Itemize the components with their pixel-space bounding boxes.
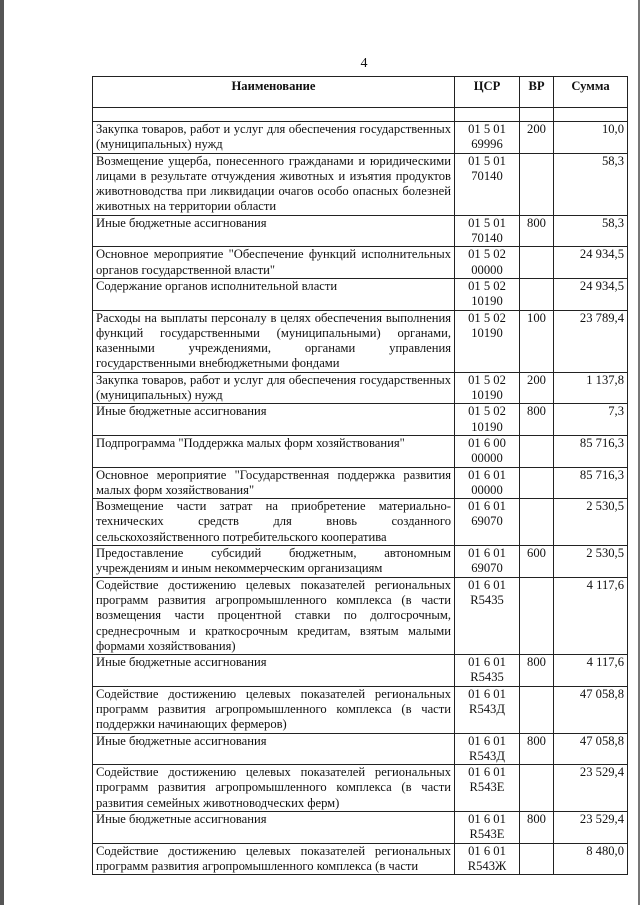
scan-left-edge xyxy=(0,0,4,905)
row-csr: 01 6 01 R543Е xyxy=(455,765,520,812)
table-row xyxy=(93,733,628,765)
row-name: Содействие достижению целевых показателей региональных программ развития агропромышленного комплекса (в части развития семейных животноводческих ферм) xyxy=(93,765,455,812)
table-row xyxy=(93,435,628,467)
row-sum: 2 530,5 xyxy=(554,499,628,546)
row-sum: 2 530,5 xyxy=(554,546,628,578)
row-sum: 8 480,0 xyxy=(554,843,628,875)
row-sum: 85 716,3 xyxy=(554,435,628,467)
row-csr: 01 6 01 69070 xyxy=(455,546,520,578)
row-csr: 01 5 02 10190 xyxy=(455,278,520,310)
header-name: Наименование xyxy=(93,77,455,108)
row-vr: 200 xyxy=(520,372,554,404)
table-spacer-row xyxy=(93,108,628,122)
row-name: Возмещение ущерба, понесенного гражданами и юридическими лицами в результате отчуждения животных и изъятия продуктов животноводства при ликвидации очагов особо опасных болезней животных на территории области xyxy=(93,153,455,215)
header-csr: ЦСР xyxy=(455,77,520,108)
row-vr: 800 xyxy=(520,733,554,765)
row-sum: 58,3 xyxy=(554,153,628,215)
row-csr: 01 5 01 70140 xyxy=(455,153,520,215)
table-row xyxy=(93,278,628,310)
row-csr: 01 5 02 00000 xyxy=(455,247,520,279)
table-row xyxy=(93,577,628,654)
row-sum: 4 117,6 xyxy=(554,577,628,654)
budget-table xyxy=(92,76,628,875)
row-name: Содействие достижению целевых показателей региональных программ развития агропромышленного комплекса (в части xyxy=(93,843,455,875)
row-csr: 01 6 01 R543Д xyxy=(455,733,520,765)
row-csr: 01 6 01 69070 xyxy=(455,499,520,546)
row-sum: 7,3 xyxy=(554,404,628,436)
table-row xyxy=(93,655,628,687)
table-row xyxy=(93,843,628,875)
row-sum: 47 058,8 xyxy=(554,686,628,733)
row-vr xyxy=(520,686,554,733)
row-name: Иные бюджетные ассигнования xyxy=(93,812,455,844)
row-csr: 01 6 01 R5435 xyxy=(455,577,520,654)
table-row xyxy=(93,247,628,279)
table-row xyxy=(93,686,628,733)
row-csr: 01 5 01 70140 xyxy=(455,215,520,247)
row-csr: 01 6 01 00000 xyxy=(455,467,520,499)
row-name: Иные бюджетные ассигнования xyxy=(93,655,455,687)
table-row xyxy=(93,310,628,372)
row-name: Закупка товаров, работ и услуг для обеспечения государственных (муниципальных) нужд xyxy=(93,122,455,154)
row-name: Иные бюджетные ассигнования xyxy=(93,733,455,765)
row-csr: 01 5 02 10190 xyxy=(455,310,520,372)
row-csr: 01 6 01 R543Ж xyxy=(455,843,520,875)
row-csr: 01 5 02 10190 xyxy=(455,372,520,404)
row-sum: 23 789,4 xyxy=(554,310,628,372)
row-sum: 23 529,4 xyxy=(554,812,628,844)
row-vr: 800 xyxy=(520,215,554,247)
row-sum: 85 716,3 xyxy=(554,467,628,499)
row-vr xyxy=(520,499,554,546)
row-vr xyxy=(520,278,554,310)
table-row xyxy=(93,153,628,215)
header-vr: ВР xyxy=(520,77,554,108)
table-row xyxy=(93,765,628,812)
page-number: 4 xyxy=(360,56,368,71)
row-vr: 600 xyxy=(520,546,554,578)
table-header-row xyxy=(93,77,628,108)
row-csr: 01 6 01 R5435 xyxy=(455,655,520,687)
table-row xyxy=(93,467,628,499)
row-vr xyxy=(520,765,554,812)
row-name: Предоставление субсидий бюджетным, автономным учреждениям и иным некоммерческим организациям xyxy=(93,546,455,578)
row-vr xyxy=(520,247,554,279)
header-sum: Сумма xyxy=(554,77,628,108)
row-vr xyxy=(520,843,554,875)
row-vr: 800 xyxy=(520,812,554,844)
row-name: Закупка товаров, работ и услуг для обеспечения государственных (муниципальных) нужд xyxy=(93,372,455,404)
row-csr: 01 6 00 00000 xyxy=(455,435,520,467)
row-sum: 10,0 xyxy=(554,122,628,154)
row-sum: 4 117,6 xyxy=(554,655,628,687)
row-csr: 01 6 01 R543Д xyxy=(455,686,520,733)
row-vr: 200 xyxy=(520,122,554,154)
table-row xyxy=(93,372,628,404)
row-sum: 47 058,8 xyxy=(554,733,628,765)
table-row xyxy=(93,546,628,578)
row-name: Возмещение части затрат на приобретение материально-технических средств для вновь созданного сельскохозяйственного потребительского кооператива xyxy=(93,499,455,546)
row-csr: 01 6 01 R543Е xyxy=(455,812,520,844)
table-row xyxy=(93,499,628,546)
row-vr xyxy=(520,577,554,654)
table-row xyxy=(93,404,628,436)
row-name: Расходы на выплаты персоналу в целях обеспечения выполнения функций государственными (муниципальными) органами, казенными учреждениями, органами управления государственными внебюджетными фондами xyxy=(93,310,455,372)
row-name: Содержание органов исполнительной власти xyxy=(93,278,455,310)
row-name: Основное мероприятие "Государственная поддержка развития малых форм хозяйствования" xyxy=(93,467,455,499)
row-sum: 23 529,4 xyxy=(554,765,628,812)
row-vr: 800 xyxy=(520,655,554,687)
row-vr xyxy=(520,435,554,467)
row-vr xyxy=(520,467,554,499)
row-vr: 800 xyxy=(520,404,554,436)
row-sum: 24 934,5 xyxy=(554,278,628,310)
row-name: Основное мероприятие "Обеспечение функций исполнительных органов государственной власти" xyxy=(93,247,455,279)
row-name: Подпрограмма "Поддержка малых форм хозяйствования" xyxy=(93,435,455,467)
row-name: Содействие достижению целевых показателей региональных программ развития агропромышленного комплекса (в части возмещения части процентной ставки по долгосрочным, среднесрочным и краткосрочным кредитам, взятым малыми формами хозяйствования) xyxy=(93,577,455,654)
row-sum: 24 934,5 xyxy=(554,247,628,279)
row-csr: 01 5 02 10190 xyxy=(455,404,520,436)
row-name: Иные бюджетные ассигнования xyxy=(93,404,455,436)
table-row xyxy=(93,215,628,247)
row-vr: 100 xyxy=(520,310,554,372)
row-name: Иные бюджетные ассигнования xyxy=(93,215,455,247)
row-vr xyxy=(520,153,554,215)
table-row xyxy=(93,812,628,844)
row-name: Содействие достижению целевых показателей региональных программ развития агропромышленного комплекса (в части поддержки начинающих фермеров) xyxy=(93,686,455,733)
row-csr: 01 5 01 69996 xyxy=(455,122,520,154)
row-sum: 1 137,8 xyxy=(554,372,628,404)
row-sum: 58,3 xyxy=(554,215,628,247)
table-row xyxy=(93,122,628,154)
